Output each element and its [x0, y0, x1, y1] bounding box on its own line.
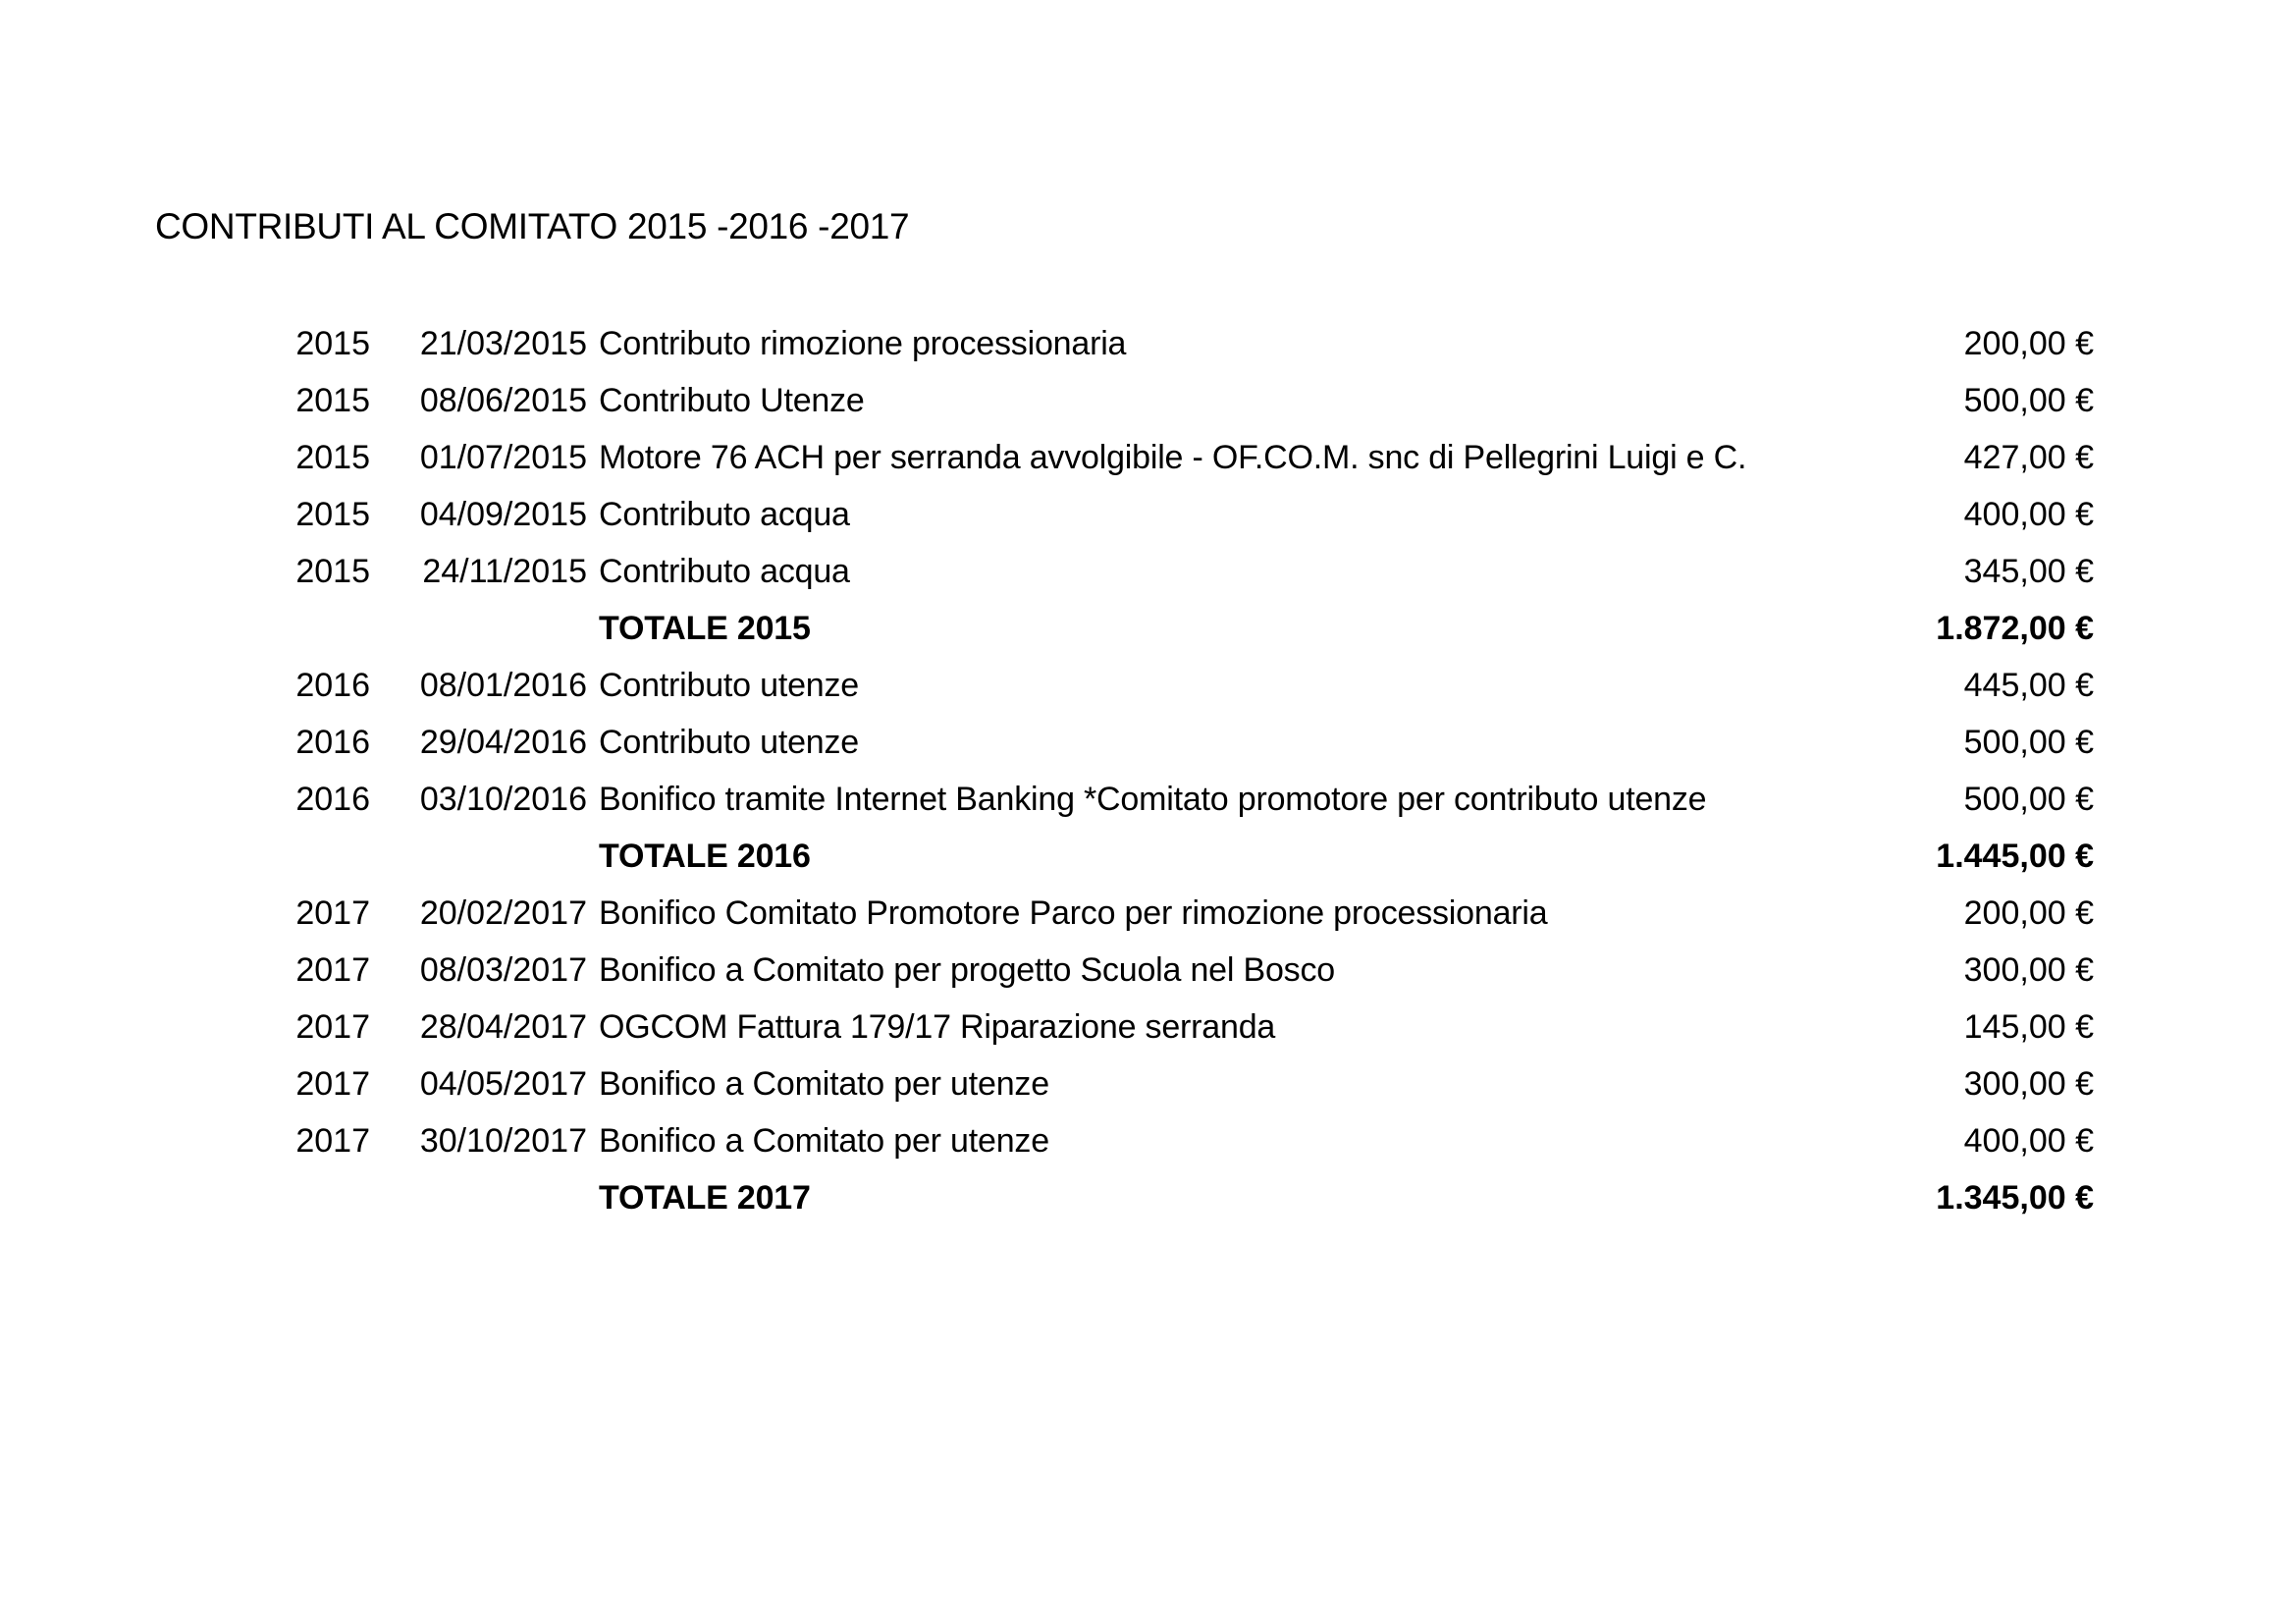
- row-year: 2016: [295, 781, 370, 818]
- row-description: Contributo utenze: [599, 667, 859, 704]
- row-amount: 445,00 €: [1963, 667, 2094, 704]
- row-description: Contributo utenze: [599, 724, 859, 761]
- row-year: 2017: [295, 951, 370, 989]
- row-date: 30/10/2017: [419, 1122, 587, 1160]
- document-title: CONTRIBUTI AL COMITATO 2015 -2016 -2017: [155, 206, 910, 246]
- total-row-2015: [0, 600, 2296, 657]
- row-year: 2015: [295, 382, 370, 419]
- row-description: OGCOM Fattura 179/17 Riparazione serranda: [599, 1008, 1276, 1046]
- row-date: 28/04/2017: [419, 1008, 587, 1046]
- row-year: 2016: [295, 667, 370, 704]
- row-amount: 345,00 €: [1963, 553, 2094, 590]
- row-description: Contributo rimozione processionaria: [599, 325, 1127, 362]
- row-year: 2017: [295, 1008, 370, 1046]
- row-year: 2015: [295, 553, 370, 590]
- row-description: Contributo acqua: [599, 553, 850, 590]
- row-description: Bonifico Comitato Promotore Parco per rimozione processionaria: [599, 894, 1548, 932]
- row-year: 2015: [295, 439, 370, 476]
- total-label: TOTALE 2015: [599, 610, 811, 647]
- row-year: 2017: [295, 1122, 370, 1160]
- row-amount: 400,00 €: [1963, 1122, 2094, 1160]
- row-date: 24/11/2015: [422, 553, 587, 590]
- row-date: 08/03/2017: [419, 951, 587, 989]
- table-row: [0, 315, 2296, 372]
- row-amount: 145,00 €: [1963, 1008, 2094, 1046]
- row-date: 04/05/2017: [419, 1065, 587, 1103]
- row-year: 2017: [295, 894, 370, 932]
- total-label: TOTALE 2016: [599, 838, 811, 875]
- row-amount: 300,00 €: [1963, 1065, 2094, 1103]
- table-row: [0, 372, 2296, 429]
- row-date: 29/04/2016: [419, 724, 587, 761]
- row-year: 2016: [295, 724, 370, 761]
- table-row: [0, 429, 2296, 486]
- row-date: 03/10/2016: [419, 781, 587, 818]
- row-amount: 500,00 €: [1963, 724, 2094, 761]
- table-row: [0, 543, 2296, 600]
- contributions-table: [0, 315, 2296, 1226]
- row-date: 01/07/2015: [419, 439, 587, 476]
- row-description: Contributo acqua: [599, 496, 850, 533]
- table-row: [0, 999, 2296, 1056]
- row-date: 08/06/2015: [419, 382, 587, 419]
- row-date: 04/09/2015: [419, 496, 587, 533]
- row-date: 08/01/2016: [419, 667, 587, 704]
- table-row: [0, 1056, 2296, 1112]
- row-amount: 500,00 €: [1963, 382, 2094, 419]
- row-description: Bonifico a Comitato per progetto Scuola nel Bosco: [599, 951, 1335, 989]
- total-row-2017: [0, 1169, 2296, 1226]
- total-amount: 1.445,00 €: [1936, 838, 2094, 875]
- row-amount: 427,00 €: [1963, 439, 2094, 476]
- table-row: [0, 885, 2296, 942]
- row-description: Bonifico a Comitato per utenze: [599, 1122, 1049, 1160]
- total-amount: 1.872,00 €: [1936, 610, 2094, 647]
- row-year: 2015: [295, 496, 370, 533]
- row-amount: 200,00 €: [1963, 894, 2094, 932]
- table-row: [0, 657, 2296, 714]
- row-amount: 400,00 €: [1963, 496, 2094, 533]
- total-label: TOTALE 2017: [599, 1179, 811, 1217]
- row-amount: 500,00 €: [1963, 781, 2094, 818]
- row-date: 21/03/2015: [419, 325, 587, 362]
- row-description: Contributo Utenze: [599, 382, 865, 419]
- total-row-2016: [0, 828, 2296, 885]
- row-description: Motore 76 ACH per serranda avvolgibile - OF.CO.M. snc di Pellegrini Luigi e C.: [599, 439, 1747, 476]
- row-description: Bonifico tramite Internet Banking *Comitato promotore per contributo utenze: [599, 781, 1707, 818]
- row-year: 2017: [295, 1065, 370, 1103]
- table-row: [0, 486, 2296, 543]
- table-row: [0, 942, 2296, 999]
- total-amount: 1.345,00 €: [1936, 1179, 2094, 1217]
- table-row: [0, 771, 2296, 828]
- table-row: [0, 1112, 2296, 1169]
- row-year: 2015: [295, 325, 370, 362]
- row-date: 20/02/2017: [419, 894, 587, 932]
- row-amount: 200,00 €: [1963, 325, 2094, 362]
- table-row: [0, 714, 2296, 771]
- row-amount: 300,00 €: [1963, 951, 2094, 989]
- row-description: Bonifico a Comitato per utenze: [599, 1065, 1049, 1103]
